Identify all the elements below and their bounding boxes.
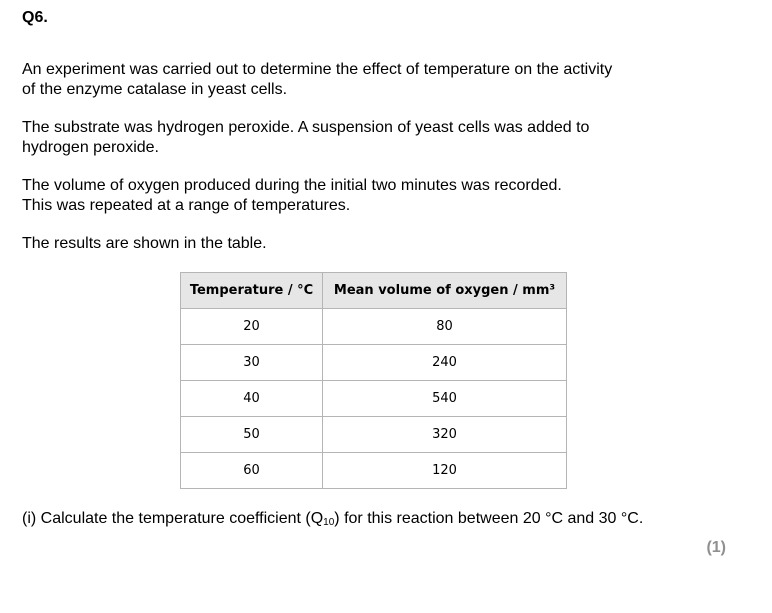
table-row [181, 417, 567, 453]
intro-paragraph [22, 60, 612, 100]
temperature-cell: 60 [181, 453, 323, 489]
intro-line-1: An experiment was carried out to determine the effect of temperature on the activity [22, 61, 613, 78]
method-paragraph [22, 176, 562, 216]
oxygen-volume-cell: 120 [323, 453, 567, 489]
temperature-header: Temperature / °C [181, 273, 323, 309]
results-intro [22, 234, 267, 254]
table-row [181, 309, 567, 345]
temperature-cell: 40 [181, 381, 323, 417]
table-row [181, 381, 567, 417]
question-number: Q6. [22, 9, 48, 26]
marks-label: (1) [706, 539, 726, 556]
intro-line-2: of the enzyme catalase in yeast cells. [22, 81, 288, 98]
results-intro-line: The results are shown in the table. [22, 235, 267, 252]
substrate-line-1: The substrate was hydrogen peroxide. A suspension of yeast cells was added to [22, 119, 590, 136]
sub-question-prefix: (i) Calculate the temperature coefficient (Q [22, 510, 324, 527]
q10-subscript: 10 [323, 517, 335, 528]
substrate-line-2: hydrogen peroxide. [22, 139, 159, 156]
oxygen-volume-cell: 540 [323, 381, 567, 417]
table-row [181, 345, 567, 381]
method-line-2: This was repeated at a range of temperatures. [22, 197, 351, 214]
sub-question [22, 510, 643, 528]
oxygen-volume-cell: 80 [323, 309, 567, 345]
oxygen-volume-cell: 320 [323, 417, 567, 453]
method-line-1: The volume of oxygen produced during the initial two minutes was recorded. [22, 177, 562, 194]
temperature-cell: 30 [181, 345, 323, 381]
temperature-cell: 20 [181, 309, 323, 345]
sub-question-suffix: ) for this reaction between 20 °C and 30 °C. [334, 510, 644, 527]
table-header-row [181, 273, 567, 309]
substrate-paragraph [22, 118, 589, 158]
results-table [180, 272, 567, 489]
oxygen-volume-cell: 240 [323, 345, 567, 381]
temperature-cell: 50 [181, 417, 323, 453]
oxygen-volume-header: Mean volume of oxygen / mm³ [323, 273, 567, 309]
table-row [181, 453, 567, 489]
